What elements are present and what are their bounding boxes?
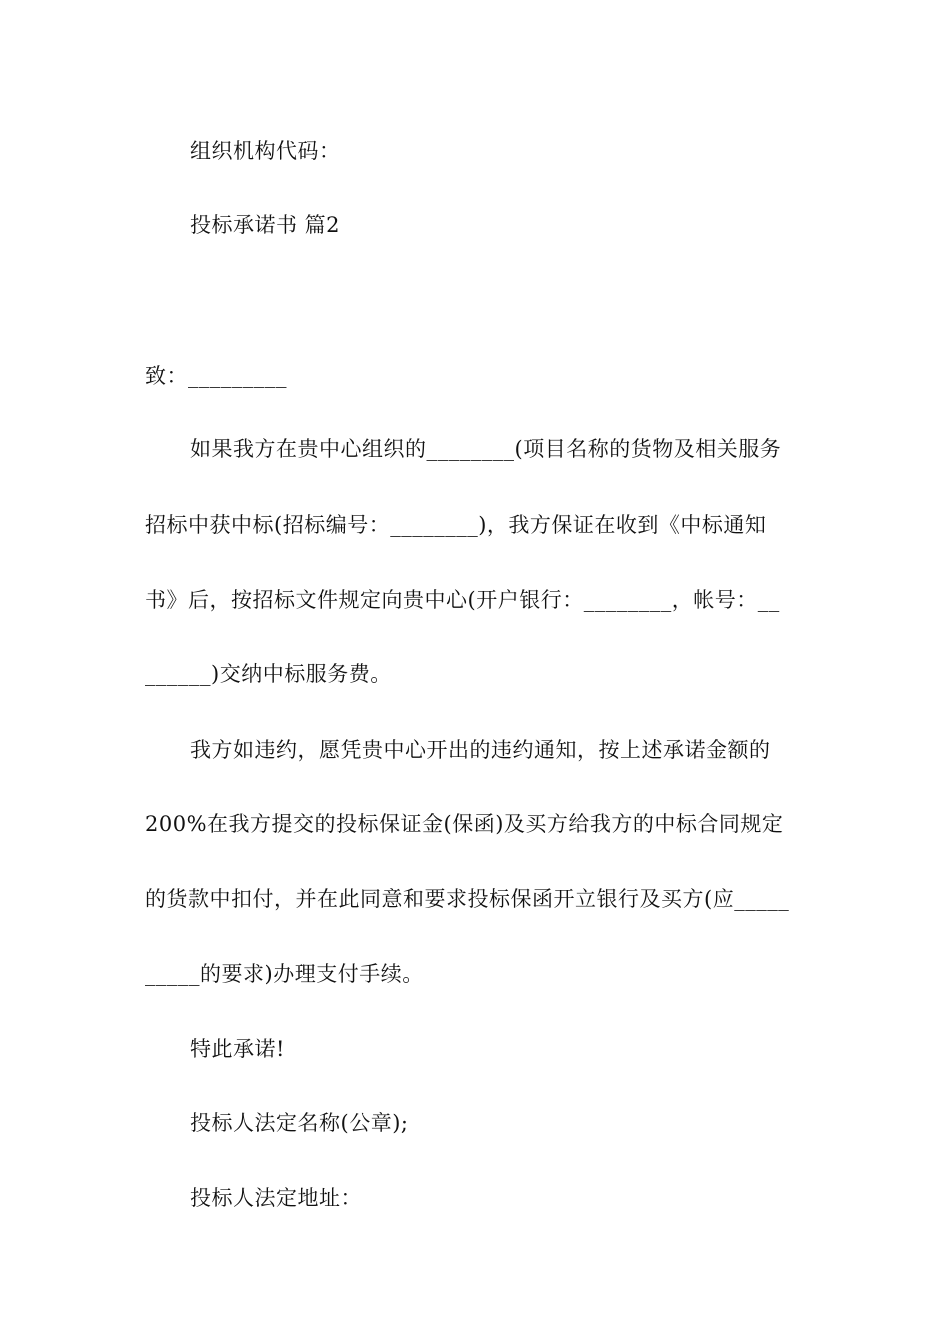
bidder-name-line: 投标人法定名称(公章); <box>190 1111 409 1135</box>
paragraph-1-line-1: 如果我方在贵中心组织的________(项目名称的货物及相关服务 <box>190 437 782 461</box>
paragraph-2-line-1: 我方如违约，愿凭贵中心开出的违约通知，按上述承诺金额的 <box>190 738 771 762</box>
org-code-line: 组织机构代码： <box>190 139 341 163</box>
section-title: 投标承诺书 篇2 <box>190 213 341 237</box>
addressee-line: 致：_________ <box>145 364 287 388</box>
paragraph-2-line-2: 200%在我方提交的投标保证金(保函)及买方给我方的中标合同规定 <box>145 812 784 836</box>
paragraph-2-line-4: _____的要求)办理支付手续。 <box>145 962 424 986</box>
paragraph-1-line-3: 书》后，按招标文件规定向贵中心(开户银行：________，帐号：__ <box>145 588 780 612</box>
paragraph-1-line-2: 招标中获中标(招标编号：________)，我方保证在收到《中标通知 <box>145 513 767 537</box>
bidder-address-line: 投标人法定地址： <box>190 1186 362 1210</box>
paragraph-2-line-3: 的货款中扣付，并在此同意和要求投标保函开立银行及买方(应_____ <box>145 887 790 911</box>
closing-line: 特此承诺! <box>190 1037 285 1061</box>
paragraph-1-line-4: ______)交纳中标服务费。 <box>145 662 392 686</box>
